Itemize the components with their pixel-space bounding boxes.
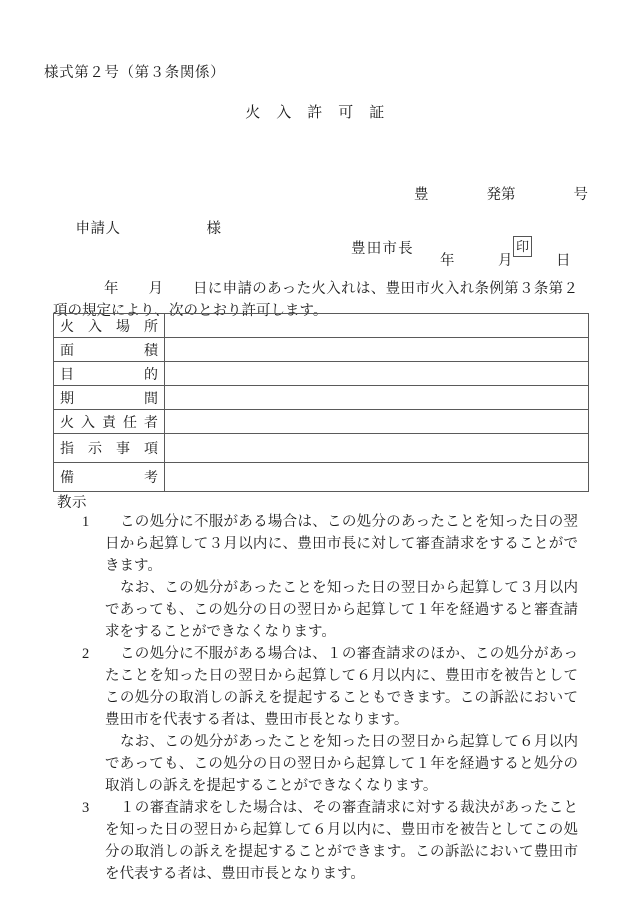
row-label-cell (54, 463, 165, 492)
table-row (54, 463, 589, 492)
row-value-cell[interactable] (165, 434, 589, 463)
row-value-cell[interactable] (165, 338, 589, 362)
table-row (54, 386, 589, 410)
list-item (53, 643, 578, 797)
permit-statement: 年 月 日に申請のあった火入れは、豊田市火入れ条例第３条第２項の規定により、次のとおり許可します。 (53, 281, 578, 319)
list-item-number: 3 (82, 800, 90, 816)
row-label-cell (54, 434, 165, 463)
list-item-paragraph: １の審査請求をした場合は、その審査請求に対する裁決があったことを知った日の翌日から起算して６月以内に、豊田市を被告としてこの処分の取消しの訴えを提起することができます。この訴訟において豊田市を代表する者は、豊田市長となります。 (105, 800, 578, 882)
table-row (54, 410, 589, 434)
row-label-cell (54, 338, 165, 362)
table-row (54, 314, 589, 338)
row-value-cell[interactable] (165, 362, 589, 386)
row-label: 指示事項 (60, 442, 158, 457)
applicant-honorific: 様 (206, 221, 221, 237)
row-label-cell (54, 386, 165, 410)
row-label: 火入責任者 (60, 415, 158, 431)
issuer-name: 豊田市長 (351, 241, 414, 257)
applicant-label: 申請人 (75, 221, 121, 237)
notice-list (53, 511, 578, 885)
notice-section-heading: 教示 (57, 495, 87, 511)
table-row (54, 362, 589, 386)
row-value-cell[interactable] (165, 314, 589, 338)
list-item-number: 1 (82, 514, 90, 530)
page-title: 火 入 許 可 証 (245, 105, 385, 121)
issue-date-line: 年 月 日 (440, 253, 571, 269)
list-item-paragraph: この処分に不服がある場合は、１の審査請求のほか、この処分があったことを知った日の翌日から起算して６月以内に、豊田市を被告としてこの処分の取消しの訴えを提起することもできます。この訴訟において豊田市を代表する者は、豊田市長となります。 (105, 646, 578, 728)
row-label: 面積 (60, 343, 158, 359)
detail-table-body (54, 314, 589, 492)
list-item-paragraph: なお、この処分があったことを知った日の翌日から起算して３月以内であっても、この処分の日の翌日から起算して１年を経過すると審査請求をすることができなくなります。 (105, 580, 578, 640)
list-item-paragraph: なお、この処分があったことを知った日の翌日から起算して６月以内であっても、この処分の日の翌日から起算して１年を経過すると処分の取消しの訴えを提起することができなくなります。 (105, 734, 578, 794)
row-value-cell[interactable] (165, 463, 589, 492)
row-label-cell (54, 410, 165, 434)
seal-stamp-box: 印 (513, 236, 532, 257)
table-row (54, 434, 589, 463)
list-item-number: 2 (82, 646, 90, 662)
table-row (54, 338, 589, 362)
row-label: 備考 (60, 471, 158, 486)
form-number: 様式第２号（第３条関係） (44, 65, 226, 81)
list-item (53, 797, 578, 885)
row-label: 火入場所 (60, 319, 158, 335)
applicant-line (61, 200, 221, 255)
row-value-cell[interactable] (165, 410, 589, 434)
row-value-cell[interactable] (165, 386, 589, 410)
list-item-paragraph: この処分に不服がある場合は、この処分のあったことを知った日の翌日から起算して３月以内に、豊田市長に対して審査請求をすることができます。 (105, 514, 578, 574)
row-label-cell (54, 362, 165, 386)
issue-number-line: 豊 発第 号 (414, 187, 588, 203)
list-item (53, 511, 578, 643)
row-label-cell (54, 314, 165, 338)
row-label: 期間 (60, 391, 158, 407)
permit-detail-table (53, 313, 589, 492)
row-label: 目的 (60, 367, 158, 383)
